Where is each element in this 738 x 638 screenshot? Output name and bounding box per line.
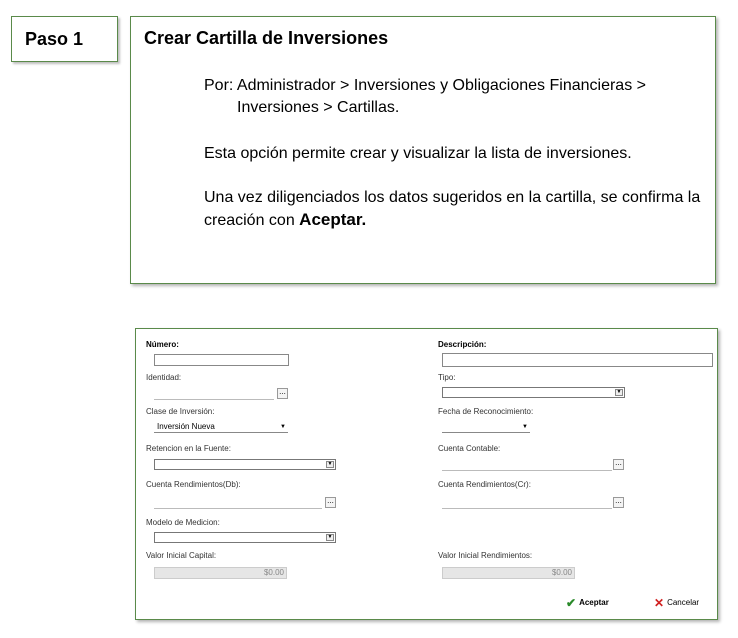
cuenta-db-input[interactable] xyxy=(154,497,322,509)
tipo-label: Tipo: xyxy=(438,373,456,382)
check-icon: ✔ xyxy=(566,596,577,610)
descripcion-input[interactable] xyxy=(442,353,713,367)
step-box xyxy=(11,16,118,62)
valor-capital-input[interactable]: $0.00 xyxy=(154,567,287,579)
fecha-select[interactable] xyxy=(442,422,530,433)
cancelar-button[interactable] xyxy=(654,596,699,610)
aceptar-button[interactable] xyxy=(566,596,609,610)
cuenta-cr-lookup-button[interactable]: ... xyxy=(613,497,624,508)
cuenta-db-label: Cuenta Rendimientos(Db): xyxy=(146,480,241,489)
clase-label: Clase de Inversión: xyxy=(146,407,215,416)
cuenta-contable-lookup-button[interactable]: ... xyxy=(613,459,624,470)
instructions-confirm xyxy=(204,187,709,232)
chevron-down-icon: ▼ xyxy=(327,534,333,540)
chevron-down-icon: ▼ xyxy=(280,424,286,430)
identidad-label: Identidad: xyxy=(146,373,182,382)
fecha-label: Fecha de Reconocimiento: xyxy=(438,407,534,416)
retencion-label: Retencion en la Fuente: xyxy=(146,444,231,453)
numero-label: Número: xyxy=(146,340,179,349)
descripcion-label: Descripción: xyxy=(438,340,487,349)
identidad-input[interactable] xyxy=(154,388,274,400)
instructions-title: Crear Cartilla de Inversiones xyxy=(144,28,389,48)
step-label: Paso 1 xyxy=(25,29,84,49)
identidad-lookup-button[interactable]: ... xyxy=(277,388,288,399)
cuenta-cr-label: Cuenta Rendimientos(Cr): xyxy=(438,480,531,489)
navigation-path-line1: Por: Administrador > Inversiones y Obligaciones Financieras > xyxy=(204,77,646,94)
valor-capital-label: Valor Inicial Capital: xyxy=(146,551,217,560)
numero-input[interactable] xyxy=(154,354,289,366)
retencion-select[interactable] xyxy=(154,459,336,470)
instructions-description: Esta opción permite crear y visualizar la lista de inversiones. xyxy=(204,145,632,162)
investment-form xyxy=(135,328,718,620)
cuenta-contable-label: Cuenta Contable: xyxy=(438,444,501,453)
chevron-down-icon: ▼ xyxy=(616,389,622,395)
clase-select[interactable] xyxy=(154,422,288,433)
valor-rend-input[interactable]: $0.00 xyxy=(442,567,575,579)
confirm-bold: Aceptar. xyxy=(299,210,367,229)
chevron-down-icon: ▼ xyxy=(327,461,333,467)
navigation-path-line2: Inversiones > Cartillas. xyxy=(237,99,400,116)
tipo-select[interactable] xyxy=(442,387,625,398)
cuenta-db-lookup-button[interactable]: ... xyxy=(325,497,336,508)
close-icon: ✕ xyxy=(654,596,665,610)
modelo-label: Modelo de Medicion: xyxy=(146,518,220,527)
instructions-box xyxy=(130,16,716,284)
cuenta-contable-input[interactable] xyxy=(442,459,612,471)
cuenta-cr-input[interactable] xyxy=(442,497,612,509)
cancelar-label: Cancelar xyxy=(667,598,700,608)
clase-selected-value: Inversión Nueva xyxy=(157,422,215,431)
valor-rend-label: Valor Inicial Rendimientos: xyxy=(438,551,533,560)
modelo-select[interactable] xyxy=(154,532,336,543)
confirm-text: Una vez diligenciados los datos sugeridos en la cartilla, se confirma la creación con xyxy=(204,189,701,229)
aceptar-label: Aceptar xyxy=(579,598,609,608)
chevron-down-icon: ▼ xyxy=(522,424,528,430)
